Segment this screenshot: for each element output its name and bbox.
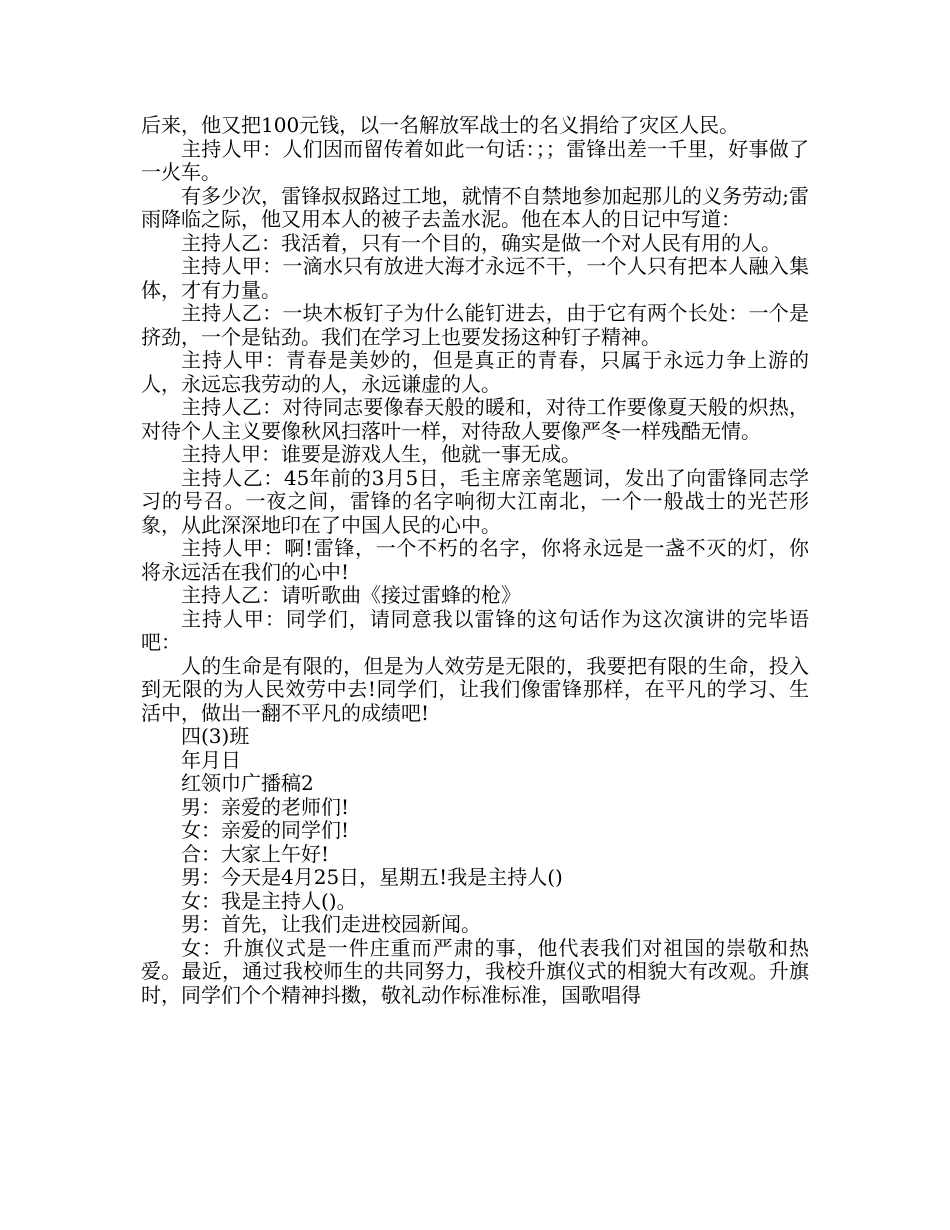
paragraph-6: 主持人乙：一块木板钉子为什么能钉进去，由于它有两个长处：一个是挤劲，一个是钻劲。我们在学习上也要发扬这种钉子精神。 — [141, 301, 809, 349]
dialogue-line-5: 女：我是主持人()。 — [181, 888, 357, 913]
dialogue-line-4: 男：今天是4月25日，星期五!我是主持人() — [181, 865, 563, 889]
date-line: 年月日 — [181, 747, 241, 772]
paragraph-8: 主持人乙：对待同志要像春天般的暖和，对待工作要像夏天般的炽热，对待个人主义要像秋风扫落叶一样，对待敌人要像严冬一样残酷无情。 — [141, 395, 809, 443]
class-label: 四(3)班 — [181, 724, 250, 748]
paragraph-13: 主持人甲：同学们，请同意我以雷锋的这句话作为这次演讲的完毕语吧： — [141, 606, 809, 654]
paragraph-3: 有多少次，雷锋叔叔路过工地，就情不自禁地参加起那儿的义务劳动;雷雨降临之际，他又用本人的被子去盖水泥。他在本人的日记中写道： — [141, 183, 809, 231]
dialogue-line-2: 女：亲爱的同学们! — [181, 818, 350, 842]
dialogue-line-3: 合：大家上午好! — [181, 841, 330, 866]
paragraph-1: 后来，他又把100元钱，以一名解放军战士的名义捐给了灾区人民。 — [141, 113, 740, 137]
paragraph-7: 主持人甲：青春是美妙的，但是真正的青春，只属于永远力争上游的人，永远忘我劳动的人，永远谦虚的人。 — [141, 348, 809, 396]
paragraph-4: 主持人乙：我活着，只有一个目的，确实是做一个对人民有用的人。 — [181, 230, 781, 255]
dialogue-line-1: 男：亲爱的老师们! — [181, 794, 350, 819]
dialogue-line-6: 男：首先，让我们走进校园新闻。 — [181, 912, 481, 936]
paragraph-11: 主持人甲：啊!雷锋，一个不朽的名字，你将永远是一盏不灭的灯，你将永远活在我们的心中! — [141, 536, 809, 584]
paragraph-2: 主持人甲：人们因而留传着如此一句话：；；雷锋出差一千里，好事做了一火车。 — [141, 136, 809, 184]
dialogue-line-7: 女：升旗仪式是一件庄重而严肃的事，他代表我们对祖国的崇敬和热爱。最近，通过我校师生的共同努力，我校升旗仪式的相貌大有改观。升旗时，同学们个个精神抖擞，敬礼动作标准标准，国歌唱得 — [141, 935, 809, 1007]
paragraph-5: 主持人甲：一滴水只有放进大海才永远不干，一个人只有把本人融入集体，才有力量。 — [141, 254, 809, 302]
section-title: 红领巾广播稿2 — [181, 771, 314, 795]
paragraph-12: 主持人乙：请听歌曲《接过雷蜂的枪》 — [181, 583, 521, 607]
paragraph-14: 人的生命是有限的，但是为人效劳是无限的，我要把有限的生命，投入到无限的为人民效劳中去!同学们，让我们像雷锋那样，在平凡的学习、生活中，做出一翻不平凡的成绩吧! — [141, 653, 809, 725]
paragraph-9: 主持人甲：谁要是游戏人生，他就一事无成。 — [181, 442, 581, 466]
document-body — [141, 114, 809, 1007]
paragraph-10: 主持人乙：45年前的3月5日，毛主席亲笔题词，发出了向雷锋同志学习的号召。一夜之间，雷锋的名字响彻大江南北，一个一般战士的光芒形象，从此深深地印在了中国人民的心中。 — [141, 465, 809, 537]
